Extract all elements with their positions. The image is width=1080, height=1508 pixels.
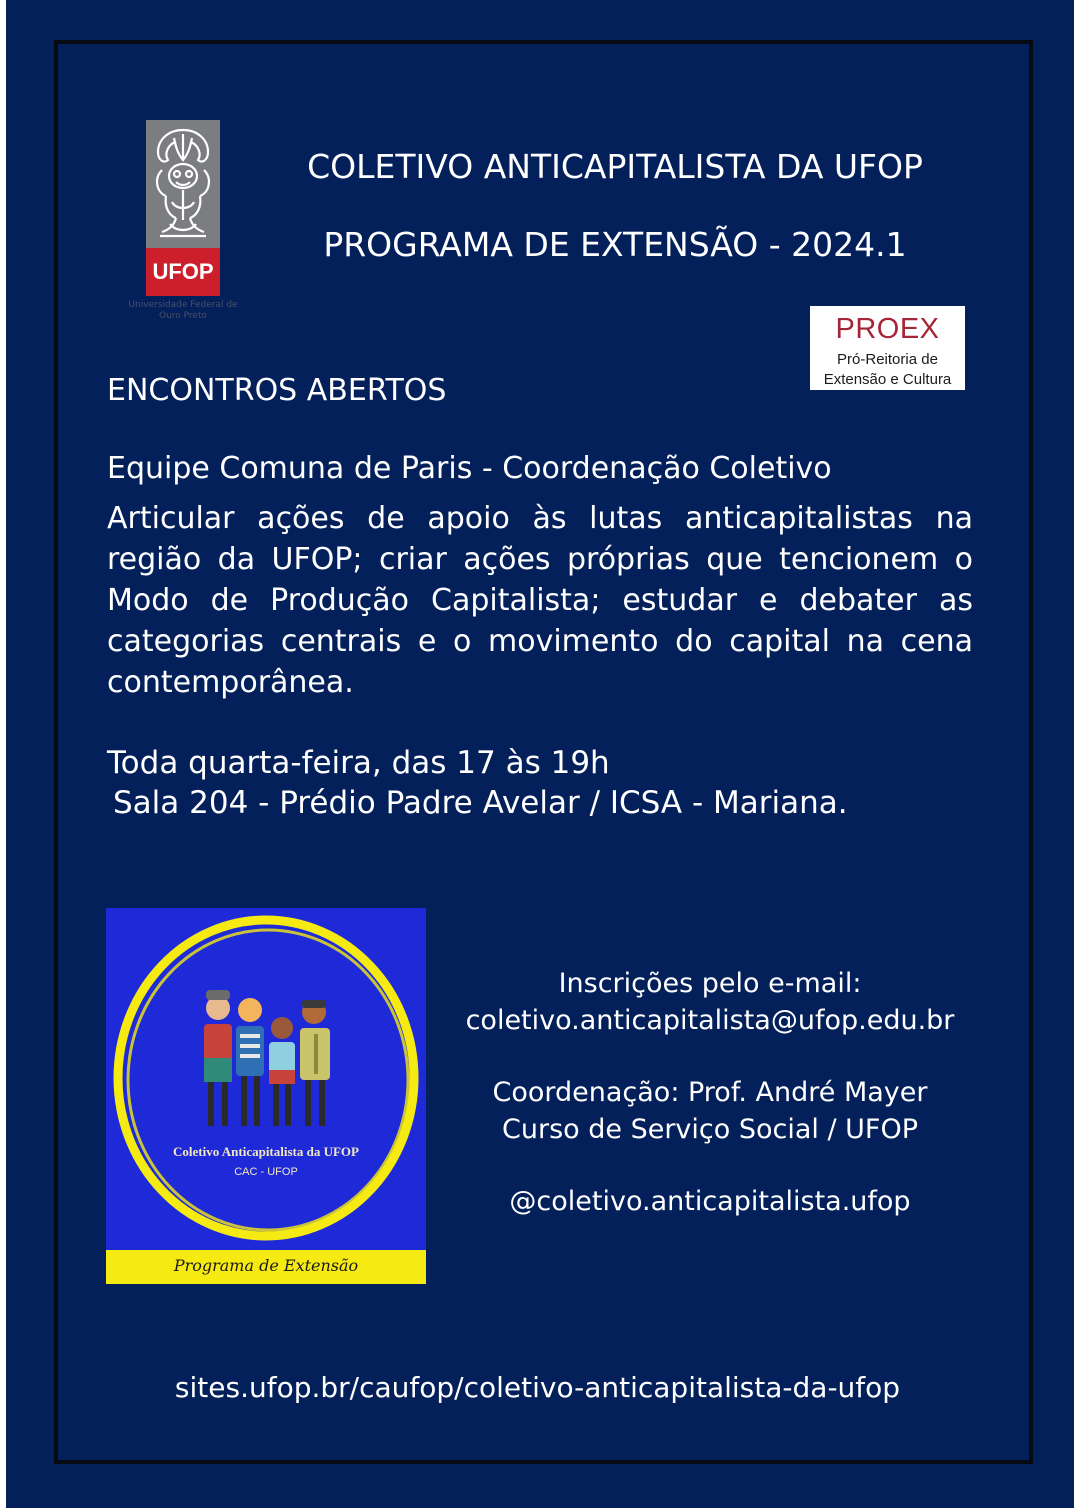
coordination-line: Coordenação: Prof. André Mayer — [492, 1077, 928, 1108]
proex-subtitle — [810, 350, 965, 390]
ufop-logo-label: UFOP — [146, 248, 220, 296]
schedule-when: Toda quarta-feira, das 17 às 19h — [107, 745, 610, 781]
cac-ring-icon — [106, 908, 426, 1284]
proex-logo — [810, 306, 965, 390]
section-label: ENCONTROS ABERTOS — [107, 373, 447, 408]
instagram-handle[interactable]: @coletivo.anticapitalista.ufop — [509, 1186, 911, 1217]
page-title: COLETIVO ANTICAPITALISTA DA UFOP — [307, 147, 923, 186]
footer-url[interactable]: sites.ufop.br/caufop/coletivo-anticapitalista-da-ufop — [174, 1371, 901, 1404]
proex-subtitle-line1: Pró-Reitoria de — [837, 351, 938, 368]
ufop-logo — [146, 120, 220, 296]
schedule-where: Sala 204 - Prédio Padre Avelar / ICSA - Mariana. — [113, 785, 848, 821]
proex-name: PROEX — [835, 313, 940, 345]
proex-subtitle-line2: Extensão e Cultura — [823, 371, 952, 388]
signup-label: Inscrições pelo e-mail: — [558, 968, 862, 999]
course-line: Curso de Serviço Social / UFOP — [502, 1114, 918, 1145]
contact-email[interactable]: coletivo.anticapitalista@ufop.edu.br — [465, 1005, 955, 1036]
people-icon — [204, 990, 330, 1126]
cac-logo-band-text: Programa de Extensão — [173, 1256, 359, 1275]
page-subtitle: PROGRAMA DE EXTENSÃO - 2024.1 — [323, 225, 907, 264]
cac-logo-short: CAC - UFOP — [234, 1166, 298, 1178]
description: Articular ações de apoio às lutas anticapitalistas na região da UFOP; criar ações próprias que tencionem o Modo de Produção Capitalista; estudar e debater as categorias centrais e o movimento do capital na cena contemporânea. — [107, 501, 973, 700]
team-line: Equipe Comuna de Paris - Coordenação Coletivo — [107, 451, 832, 486]
cac-logo-title: Coletivo Anticapitalista da UFOP — [173, 1144, 359, 1159]
ufop-logo-subtitle: Universidade Federal de Ouro Preto — [128, 300, 238, 321]
cac-logo — [106, 908, 426, 1284]
